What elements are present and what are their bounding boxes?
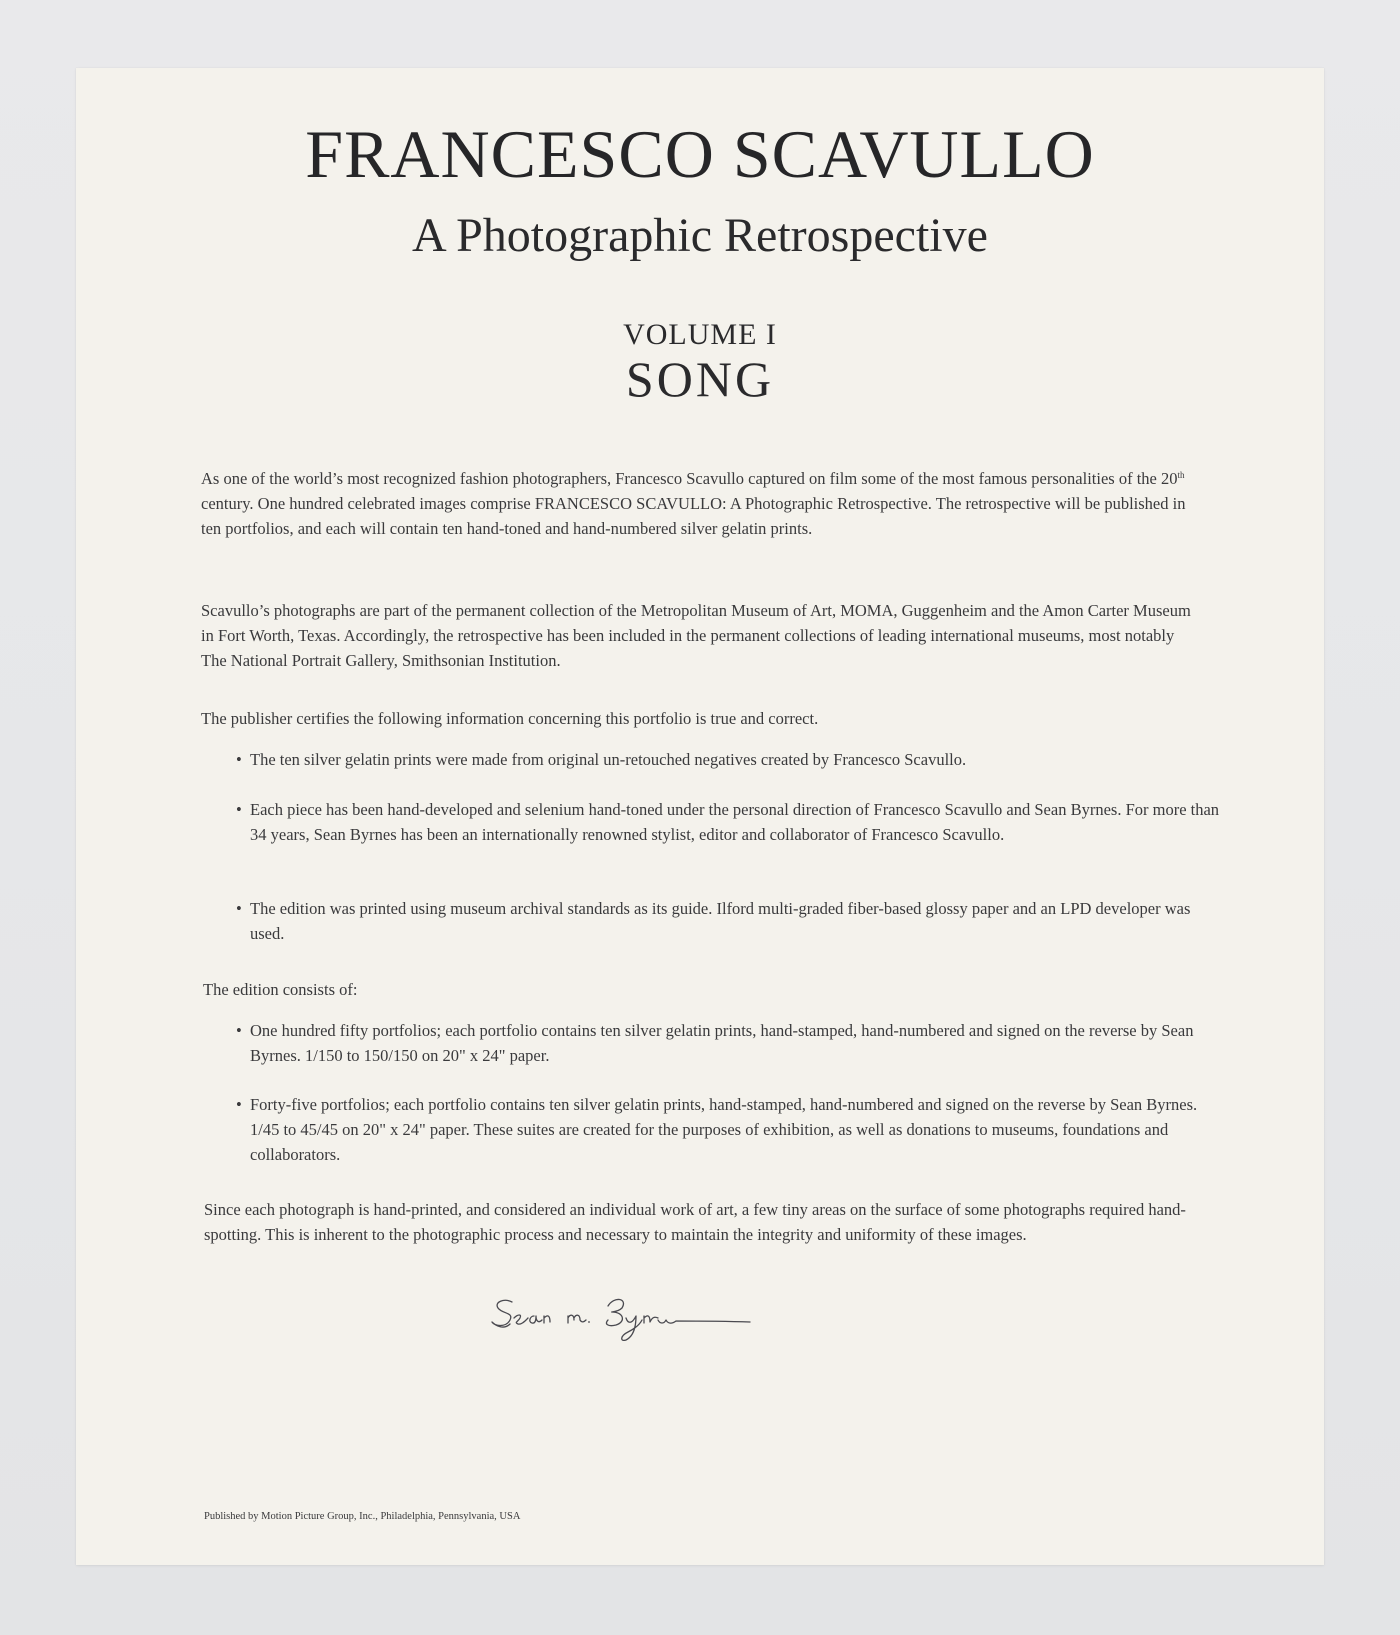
certification-lead: The publisher certifies the following information concerning this portfolio is true and correct. [201,709,819,728]
intro-paragraph-1: As one of the world’s most recognized fashion photographers, Francesco Scavullo captured on film some of the most famous personalities of the 20th century. One hundred celebrated images comprise FRANCESCO SCAVULLO: A Photographic Retrospective. The retrospective will be published in ten portfolios, and each will contain ten hand-toned and hand-numbered silver gelatin prints. [201,469,1186,538]
volume-name: SONG [625,351,775,407]
edition-item: • Forty-five portfolios; each portfolio contains ten silver gelatin prints, hand-stamped, hand-numbered and signed on the reverse by Sean Byrnes. 1/45 to 45/45 on 20" x 24" paper. These suites are created for the purposes of exhibition, as well as donations to museums, foundations and collaborators. [236,1092,1220,1167]
publisher-footer: Published by Motion Picture Group, Inc., Philadelphia, Pennsylvania, USA [204,1511,521,1522]
certification-item: • The edition was printed using museum archival standards as its guide. Ilford multi-graded fiber-based glossy paper and an LPD developer was used. [236,896,1220,946]
certification-item: • Each piece has been hand-developed and selenium hand-toned under the personal direction of Francesco Scavullo and Sean Byrnes. For more than 34 years, Sean Byrnes has been an internationally renowned stylist, editor and collaborator of Francesco Scavullo. [236,797,1220,847]
volume-label: VOLUME I [623,318,777,351]
document-subtitle: A Photographic Retrospective [412,209,988,262]
certification-item: • The ten silver gelatin prints were made from original un-retouched negatives created by Francesco Scavullo. [236,747,1220,772]
bullet-icon: • [236,750,242,769]
edition-item: • One hundred fifty portfolios; each portfolio contains ten silver gelatin prints, hand-stamped, hand-numbered and signed on the reverse by Sean Byrnes. 1/150 to 150/150 on 20" x 24" paper. [236,1018,1220,1068]
handwritten-signature [490,1290,755,1345]
closing-paragraph: Since each photograph is hand-printed, and considered an individual work of art, a few tiny areas on the surface of some photographs required hand-spotting. This is inherent to the photographic process and necessary to maintain the integrity and uniformity of these images. [204,1200,1186,1244]
edition-lead: The edition consists of: [203,980,358,999]
bullet-icon: • [236,1095,242,1114]
bullet-icon: • [236,899,242,918]
document-title: FRANCESCO SCAVULLO [305,116,1095,192]
intro-paragraph-2: Scavullo’s photographs are part of the permanent collection of the Metropolitan Museum of Art, MOMA, Guggenheim and the Amon Carter Museum in Fort Worth, Texas. Accordingly, the retrospective has been included in the permanent collections of leading international museums, most notably The National Portrait Gallery, Smithsonian Institution. [201,601,1191,670]
bullet-icon: • [236,800,242,819]
bullet-icon: • [236,1021,242,1040]
